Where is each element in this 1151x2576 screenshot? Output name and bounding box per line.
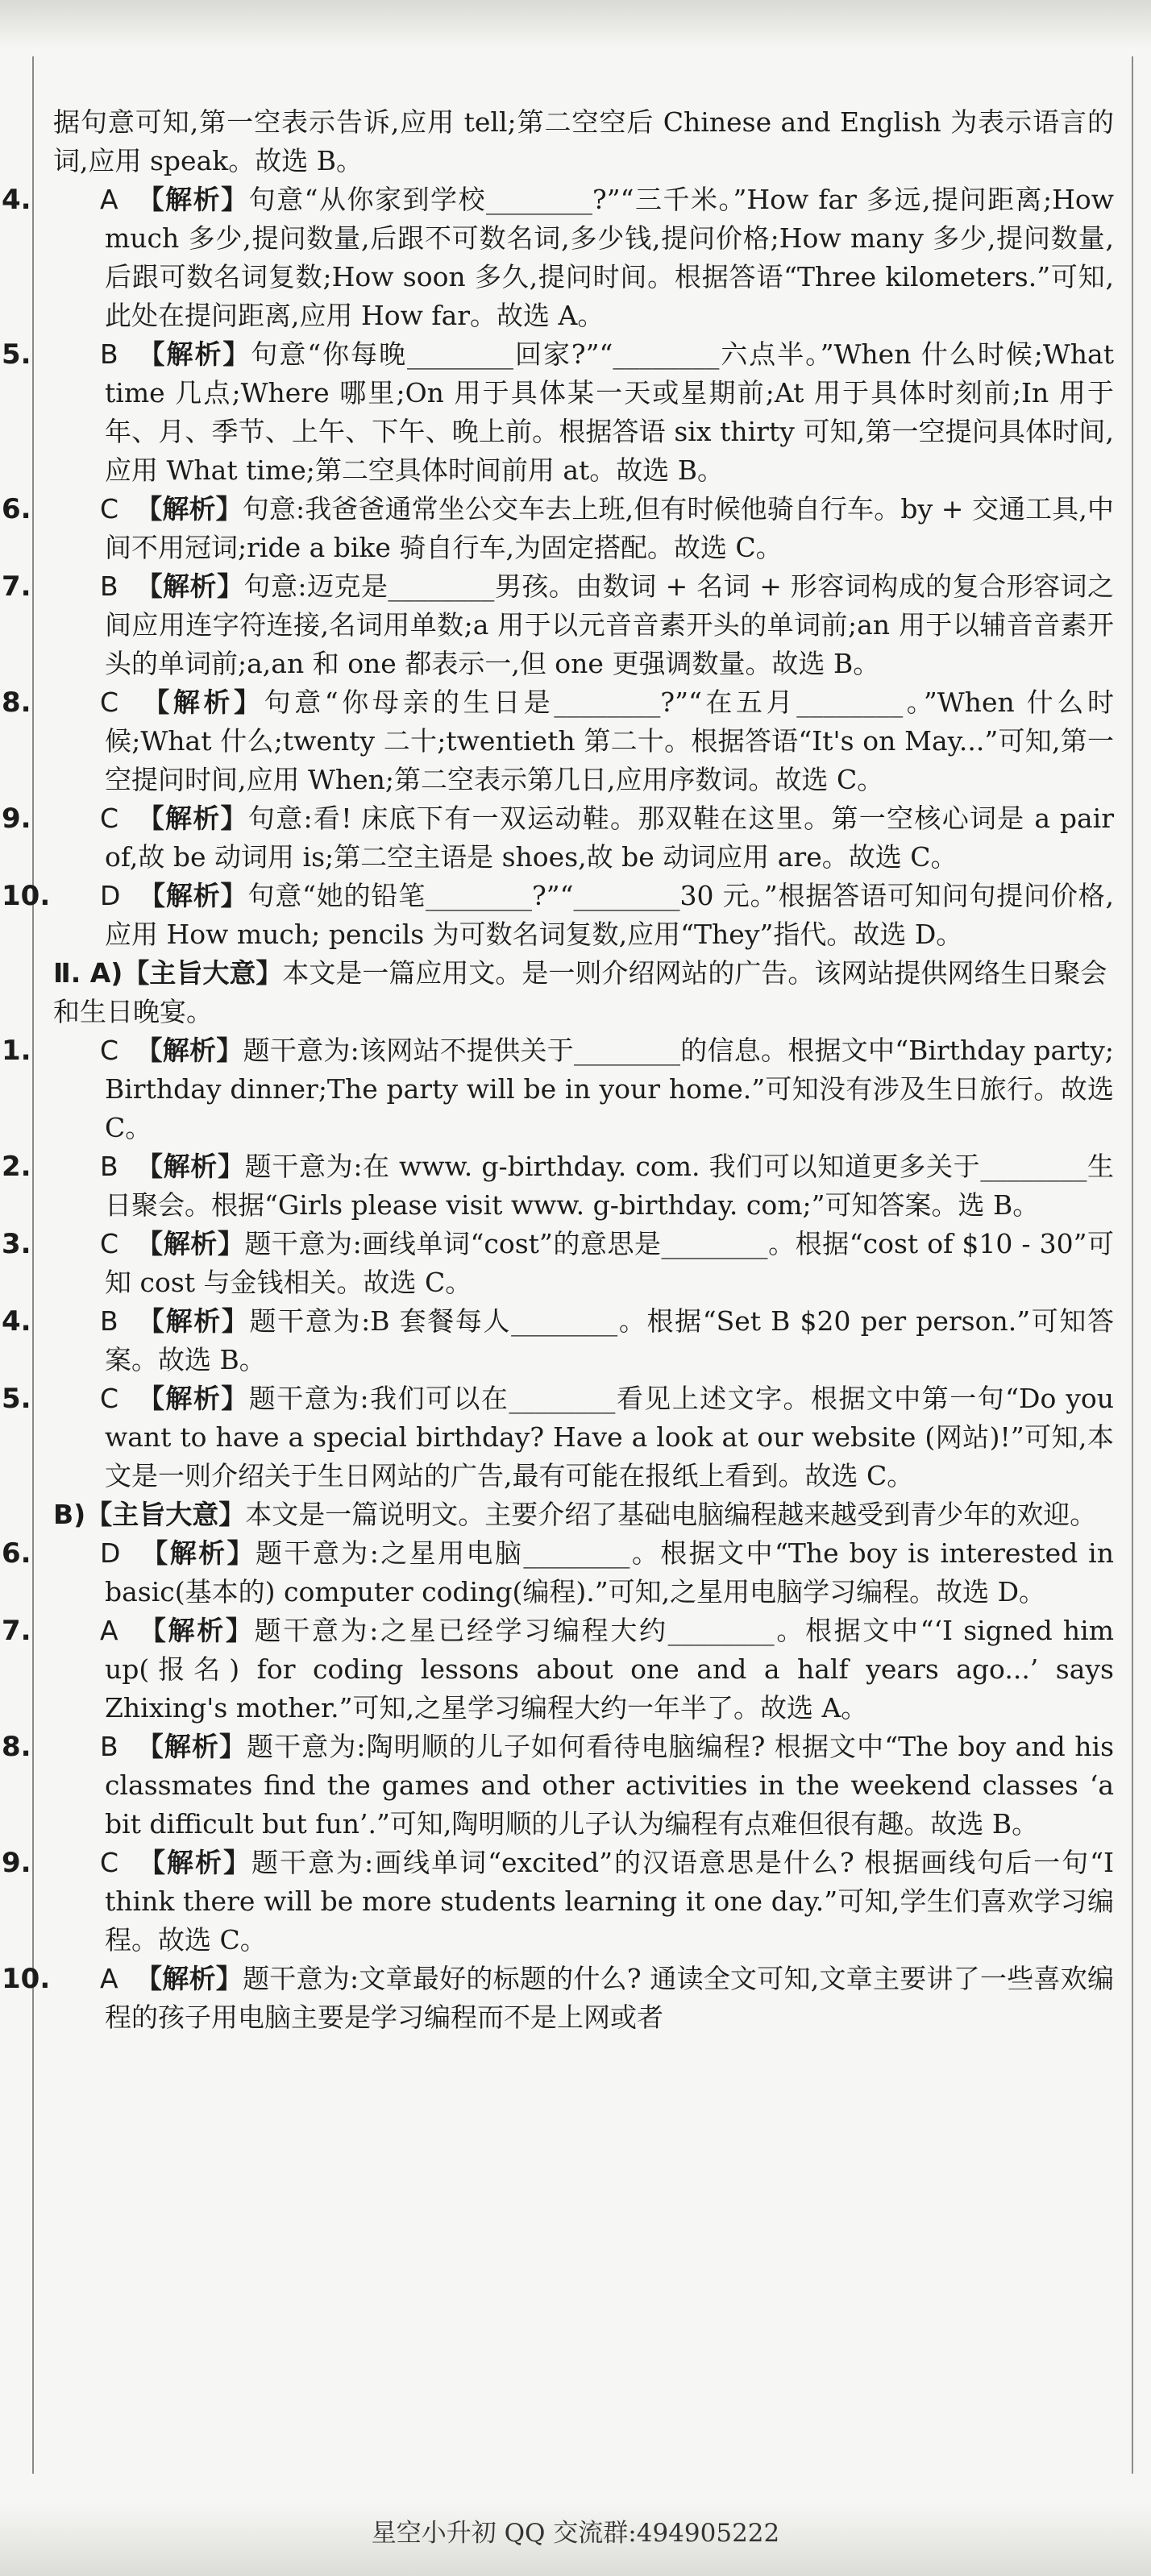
section-b-text: 本文是一篇说明文。主要介绍了基础电脑编程越来越受到青少年的欢迎。 — [245, 1499, 1097, 1530]
item-explanation: 句意:我爸爸通常坐公交车去上班,但有时候他骑自行车。by + 交通工具,中间不用冠词;ride a bike 骑自行车,为固定搭配。故选 C。 — [105, 493, 1115, 563]
item-explanation: 句意:迈克是________男孩。由数词 + 名词 + 形容词构成的复合形容词之间应用连字符连接,名词用单数;a 用于以元音音素开头的单词前;an 用于以辅音音素开头的单词前;a,an 和 one 都表示一,但 one 更强调数量。故选 B。 — [105, 570, 1115, 679]
answer-item — [2, 567, 1115, 683]
answer-item — [2, 1728, 1115, 1844]
item-tag: 【解析】 — [143, 687, 264, 718]
item-answer: C — [100, 493, 119, 525]
item-explanation: 题干意为:陶明顺的儿子如何看待电脑编程? 根据文中“The boy and his classmates find the games and other activities in the weekend classes ‘a bit difficult but fun’.”可知,陶明顺的儿子认为编程有点难但很有趣。故选 B。 — [105, 1731, 1115, 1840]
item-tag: 【解析】 — [135, 1035, 243, 1066]
item-number: 7. — [2, 1615, 31, 1647]
item-answer: B — [100, 1305, 118, 1337]
item-answer: C — [100, 687, 119, 718]
item-number: 4. — [2, 1305, 31, 1338]
item-explanation: 题干意为:B 套餐每人________。根据“Set B $20 per person.”可知答案。故选 B。 — [105, 1305, 1115, 1375]
answer-item — [2, 335, 1114, 490]
item-answer: A — [100, 1615, 118, 1646]
right-margin-rule — [1132, 56, 1133, 2474]
item-answer: C — [100, 803, 119, 834]
item-answer: B — [100, 570, 118, 602]
answer-item — [2, 799, 1115, 877]
item-answer: D — [100, 880, 121, 911]
item-number: 9. — [2, 1847, 31, 1879]
item-number: 1. — [2, 1035, 31, 1067]
item-explanation: 题干意为:之星已经学习编程大约________。根据文中“‘I signed him up(报名) for coding lessons about one and a half years ago...’ says Zhixing's mother.”可知,之星学习编程大约一年半了。故选 A。 — [105, 1615, 1114, 1724]
intro-paragraph: 据句意可知,第一空表示告诉,应用 tell;第二空空后 Chinese and English 为表示语言的词,应用 speak。故选 B。 — [53, 106, 1114, 176]
item-number: 3. — [2, 1228, 31, 1260]
answer-item — [2, 1302, 1115, 1379]
item-tag: 【解析】 — [136, 1731, 247, 1762]
item-answer: B — [100, 1151, 118, 1182]
item-answer: A — [100, 1963, 118, 1994]
item-answer: B — [100, 338, 118, 370]
item-number: 2. — [2, 1151, 31, 1183]
item-explanation: 题干意为:我们可以在________看见上述文字。根据文中第一句“Do you want to have a special birthday? Have a look at our website (网站)!”可知,本文是一则介绍关于生日网站的广告,最有可能在报纸上看到。故选 C。 — [105, 1383, 1115, 1491]
item-tag: 【解析】 — [137, 803, 248, 834]
item-number: 10. — [2, 880, 51, 912]
item-number: 4. — [2, 184, 31, 216]
item-explanation: 句意“你母亲的生日是________?”“在五月________。”When 什么时候;What 什么;twenty 二十;twentieth 第二十。根据答语“It's on May...”可知,第一空提问时间,应用 When;第二空表示第几日,应用序数词。故选 C。 — [105, 687, 1114, 795]
item-tag: 【解析】 — [137, 184, 249, 215]
section-a-text: 本文是一篇应用文。是一则介绍网站的广告。该网站提供网络生日聚会和生日晚宴。 — [53, 957, 1107, 1027]
item-number: 6. — [2, 1537, 31, 1570]
item-tag: 【解析】 — [135, 1151, 245, 1182]
section-a-label: Ⅱ. A)【主旨大意】 — [53, 957, 283, 989]
item-explanation: 句意:看! 床底下有一双运动鞋。那双鞋在这里。第一空核心词是 a pair of,故 be 动词用 is;第二空主语是 shoes,故 be 动词应用 are。故选 C。 — [105, 803, 1115, 873]
section-a-summary — [53, 954, 1114, 1031]
item-tag: 【解析】 — [137, 1383, 249, 1414]
answer-item — [2, 1225, 1115, 1302]
item-tag: 【解析】 — [138, 338, 251, 370]
item-number: 9. — [2, 803, 31, 835]
item-explanation: 题干意为:之星用电脑________。根据文中“The boy is interested in basic(基本的) computer coding(编程).”可知,之星用电脑学习编程。故选 D。 — [105, 1537, 1114, 1607]
answer-item — [2, 877, 1115, 954]
item-answer: C — [100, 1847, 119, 1878]
item-explanation: 题干意为:该网站不提供关于________的信息。根据文中“Birthday party; Birthday dinner;The party will be in your home.”可知没有涉及生日旅行。故选 C。 — [105, 1035, 1114, 1143]
part-b-list — [2, 1534, 1115, 2037]
item-answer: D — [100, 1537, 121, 1569]
item-tag: 【解析】 — [141, 1537, 256, 1569]
item-tag: 【解析】 — [135, 570, 244, 602]
left-margin-rule — [32, 56, 34, 2474]
answer-item — [2, 1379, 1115, 1495]
item-explanation: 题干意为:画线单词“cost”的意思是________。根据“cost of $10 - 30”可知 cost 与金钱相关。故选 C。 — [105, 1228, 1115, 1298]
item-tag: 【解析】 — [135, 493, 243, 525]
answer-item — [2, 180, 1114, 335]
item-explanation: 题干意为:画线单词“excited”的汉语意思是什么? 根据画线句后一句“I think there will be more students learning it one day.”可知,学生们喜欢学习编程。故选 C。 — [105, 1847, 1115, 1956]
item-answer: A — [100, 184, 118, 215]
item-tag: 【解析】 — [139, 1847, 252, 1878]
item-number: 8. — [2, 1731, 31, 1763]
answer-item — [2, 1612, 1114, 1728]
item-number: 8. — [2, 687, 31, 719]
item-number: 6. — [2, 493, 31, 525]
item-explanation: 句意“你每晚________回家?”“________六点半。”When 什么时候;What time 几点;Where 哪里;On 用于具体某一天或星期前;At 用于具体时刻前;In 用于年、月、季节、上午、下午、晚上前。根据答语 six thirty 可知,第一空提问具体时间,应用 What time;第二空具体时间前用 at。故选 B。 — [105, 338, 1114, 486]
answer-item — [2, 490, 1115, 567]
item-explanation: 题干意为:文章最好的标题的什么? 通读全文可知,文章主要讲了一些喜欢编程的孩子用电脑主要是学习编程而不是上网或者 — [105, 1963, 1115, 2033]
answer-content — [2, 103, 1115, 2037]
answer-item — [2, 1960, 1115, 2037]
part1-list — [2, 180, 1115, 954]
item-answer: C — [100, 1228, 119, 1259]
item-tag: 【解析】 — [137, 1305, 250, 1337]
item-explanation: 题干意为:在 www. g-birthday. com. 我们可以知道更多关于________生日聚会。根据“Girls please visit www. g-birthday. com;”可知答案。选 B。 — [105, 1151, 1115, 1221]
answer-item — [2, 1534, 1114, 1612]
item-tag: 【解析】 — [139, 880, 248, 911]
item-number: 7. — [2, 570, 31, 603]
item-answer: C — [100, 1035, 119, 1066]
answer-item — [2, 1031, 1114, 1147]
item-explanation: 句意“从你家到学校________?”“三千米。”How far 多远,提问距离;How much 多少,提问数量,后跟不可数名词,多少钱,提问价格;How many 多少,提问数量,后跟可数名词复数;How soon 多久,提问时间。根据答语“Three kilometers.”可知,此处在提问距离,应用 How far。故选 A。 — [105, 184, 1114, 331]
part-a-list — [2, 1031, 1115, 1495]
item-number: 10. — [2, 1963, 51, 1995]
answer-item — [2, 683, 1114, 799]
item-tag: 【解析】 — [136, 1228, 245, 1259]
section-b-summary — [53, 1495, 1114, 1534]
footer-text: 星空小升初 QQ 交流群:494905222 — [371, 2519, 780, 2548]
item-number: 5. — [2, 338, 31, 371]
answer-item — [2, 1844, 1115, 1960]
item-answer: C — [100, 1383, 119, 1414]
section-b-label: B)【主旨大意】 — [53, 1499, 246, 1530]
item-tag: 【解析】 — [135, 1963, 243, 1994]
top-scan-margin — [0, 0, 1151, 48]
item-tag: 【解析】 — [139, 1615, 255, 1646]
item-answer: B — [100, 1731, 118, 1762]
item-number: 5. — [2, 1383, 31, 1415]
answer-item — [2, 1147, 1115, 1225]
item-explanation: 句意“她的铅笔________?”“________30 元。”根据答语可知问句提问价格,应用 How much; pencils 为可数名词复数,应用“They”指代。故选 D。 — [105, 880, 1115, 950]
